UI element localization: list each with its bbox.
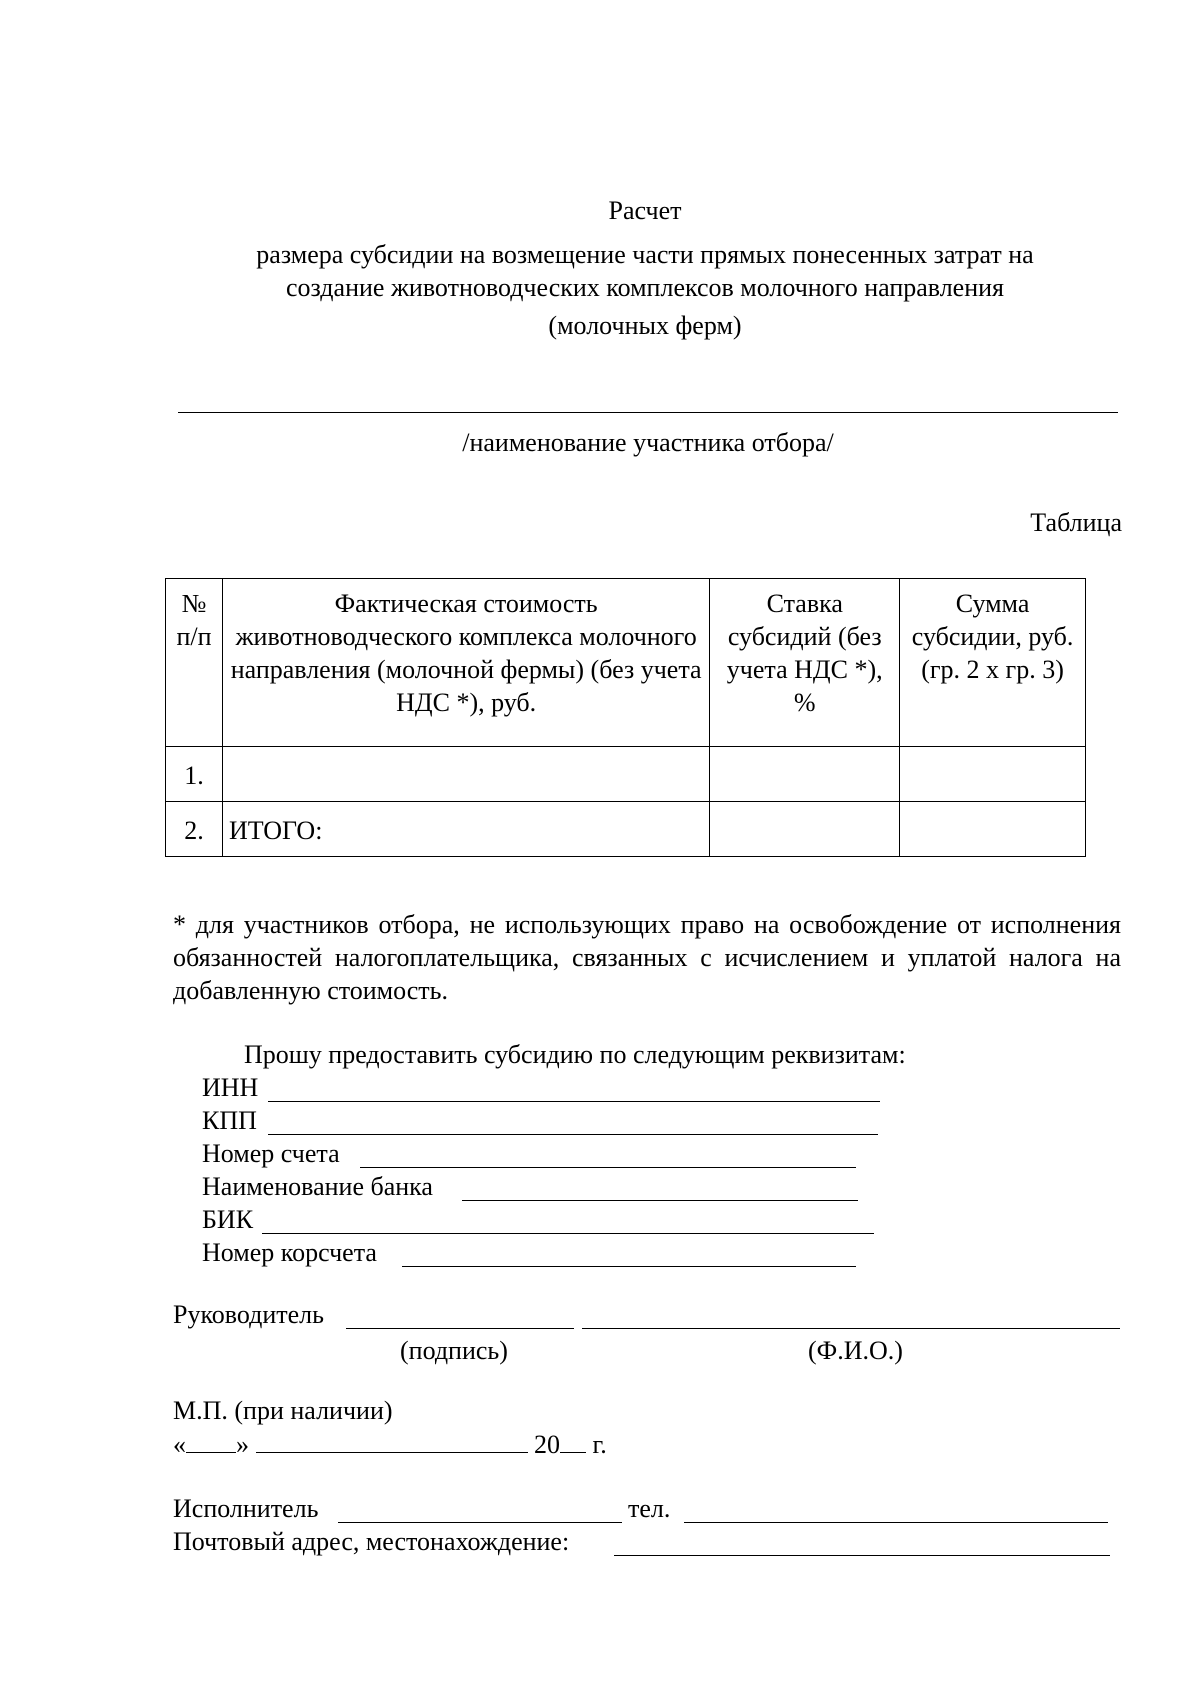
inn-label: ИНН: [202, 1073, 259, 1102]
phone-label: тел.: [628, 1494, 671, 1523]
table-row: [166, 747, 1086, 802]
head-name-field[interactable]: [582, 1328, 1120, 1329]
bank-label: Наименование банка: [202, 1172, 433, 1201]
row-number: 1.: [166, 747, 223, 802]
subsidy-calculation-table: [165, 578, 1086, 857]
row-number: 2.: [166, 802, 223, 857]
phone-field[interactable]: [684, 1522, 1108, 1523]
day-field[interactable]: [186, 1430, 236, 1453]
executor-label: Исполнитель: [173, 1494, 319, 1523]
year-suffix: г.: [592, 1430, 607, 1459]
rate-cell[interactable]: [710, 802, 900, 857]
header-actual-cost: Фактическая стоимость животноводческого комплекса молочного направления (молочной фермы) (без учета НДС *), руб.: [222, 579, 709, 747]
vat-footnote: * для участников отбора, не использующих право на освобождение от исполнения обязанностей налогоплательщика, связанных с исчислением и уплатой налога на добавленную стоимость.: [173, 910, 1121, 1005]
participant-name-line[interactable]: [178, 412, 1118, 413]
sum-cell[interactable]: [900, 747, 1086, 802]
cost-cell[interactable]: [222, 747, 709, 802]
sum-cell[interactable]: [900, 802, 1086, 857]
header-subsidy-sum: Сумма субсидии, руб. (гр. 2 х гр. 3): [900, 579, 1086, 747]
kpp-label: КПП: [202, 1106, 257, 1135]
document-subtitle-line3: (молочных ферм): [548, 311, 742, 340]
document-subtitle-line2: создание животноводческих комплексов молочного направления: [285, 273, 1005, 302]
table-row: [166, 802, 1086, 857]
rate-cell[interactable]: [710, 747, 900, 802]
requisites-intro: Прошу предоставить субсидию по следующим реквизитам:: [244, 1040, 906, 1069]
corr-account-field[interactable]: [402, 1266, 856, 1267]
participant-name-caption: /наименование участника отбора/: [462, 428, 834, 457]
bik-label: БИК: [202, 1205, 254, 1234]
table-label: Таблица: [1030, 508, 1122, 537]
bank-field[interactable]: [462, 1200, 858, 1201]
year-field[interactable]: [560, 1430, 586, 1453]
name-caption: (Ф.И.О.): [808, 1336, 903, 1365]
table-header-row: [166, 579, 1086, 747]
executor-field[interactable]: [338, 1522, 622, 1523]
corr-account-label: Номер корсчета: [202, 1238, 377, 1267]
address-label: Почтовый адрес, местонахождение:: [173, 1527, 570, 1556]
account-field[interactable]: [360, 1167, 856, 1168]
month-field[interactable]: [256, 1430, 528, 1453]
signature-caption: (подпись): [400, 1336, 508, 1365]
date-open-quote: «: [173, 1430, 186, 1459]
header-subsidy-rate: Ставка субсидий (без учета НДС *), %: [710, 579, 900, 747]
bik-field[interactable]: [262, 1233, 874, 1234]
address-field[interactable]: [614, 1555, 1110, 1556]
signature-field[interactable]: [346, 1328, 574, 1329]
head-label: Руководитель: [173, 1300, 324, 1329]
stamp-label: М.П. (при наличии): [173, 1396, 393, 1425]
date-close-quote: »: [236, 1430, 249, 1459]
header-number: № п/п: [166, 579, 223, 747]
document-title: Расчет: [608, 196, 682, 225]
year-prefix: 20: [534, 1430, 560, 1459]
document-subtitle-line1: размера субсидии на возмещение части прямых понесенных затрат на: [256, 240, 1034, 269]
total-label-cell: ИТОГО:: [222, 802, 709, 857]
kpp-field[interactable]: [268, 1134, 878, 1135]
account-label: Номер счета: [202, 1139, 340, 1168]
inn-field[interactable]: [268, 1101, 880, 1102]
date-line: [173, 1430, 607, 1460]
